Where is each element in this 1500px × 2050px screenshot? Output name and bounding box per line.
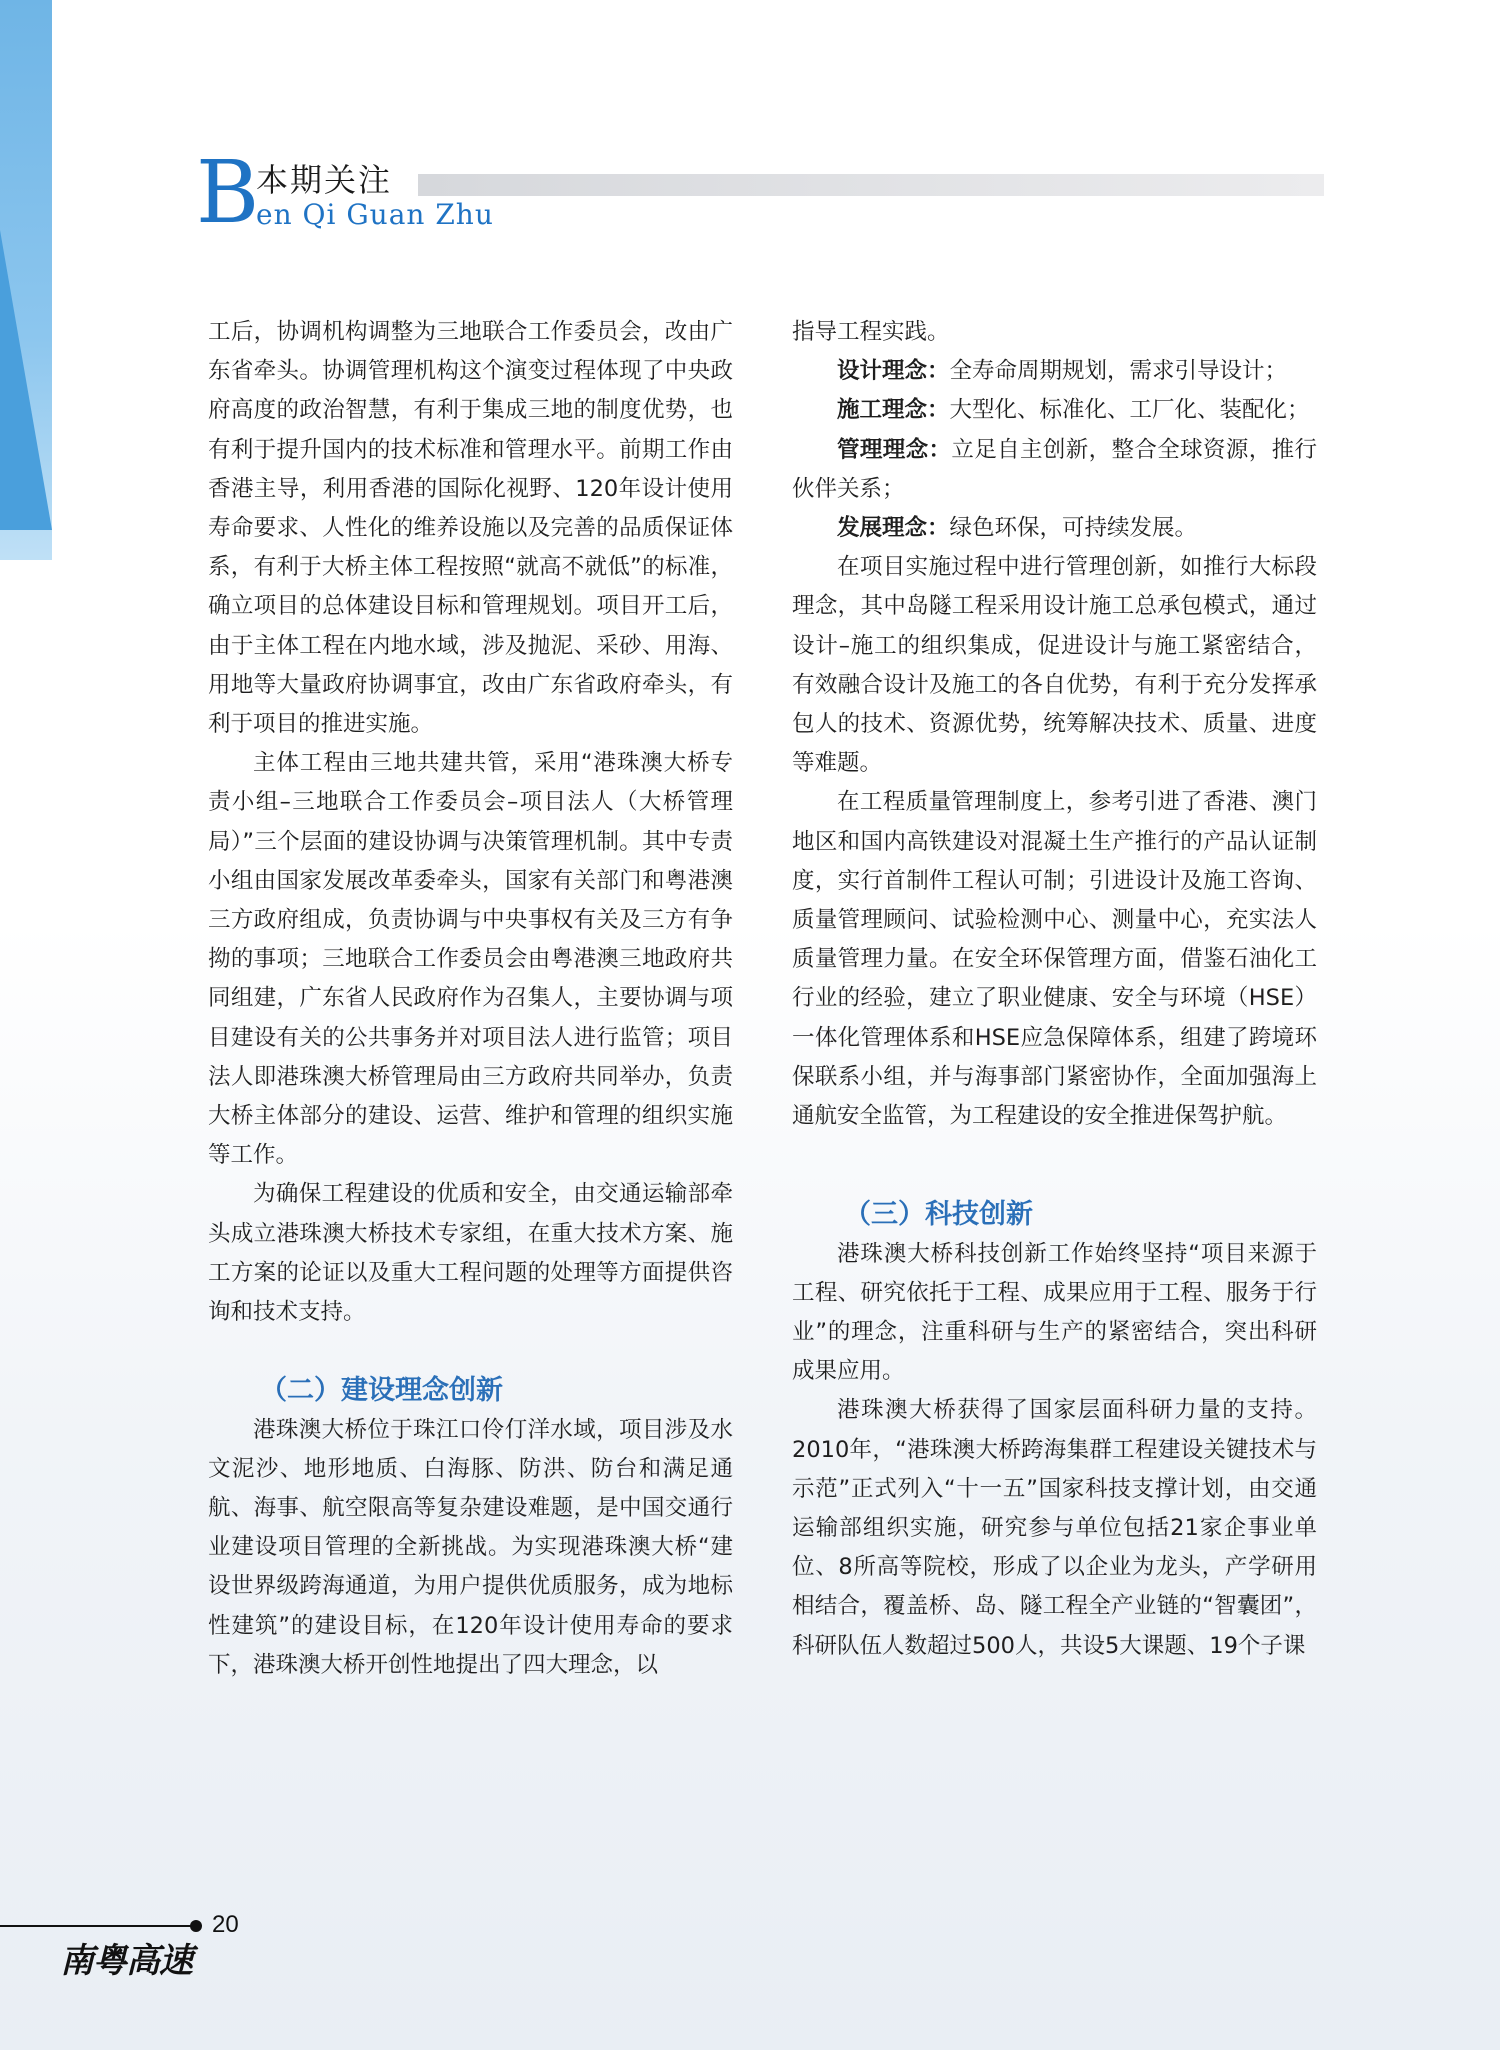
page-number: 20 xyxy=(212,1911,239,1938)
paragraph: 在工程质量管理制度上，参考引进了香港、澳门地区和国内高铁建设对混凝土生产推行的产品认证制度，实行首制件工程认可制；引进设计及施工咨询、质量管理顾问、试验检测中心、测量中心，充实法人质量管理力量。在安全环保管理方面，借鉴石油化工行业的经验，建立了职业健康、安全与环境（HSE）一体化管理体系和HSE应急保障体系，组建了跨境环保联系小组，并与海事部门紧密协作，全面加强海上通航安全监管，为工程建设的安全推进保驾护航。 xyxy=(792,789,1317,1130)
concept-item-development xyxy=(792,509,1317,548)
concept-text: 绿色环保，可持续发展。 xyxy=(949,515,1198,542)
section-initial-letter: B xyxy=(196,143,260,243)
concept-item-construction xyxy=(792,391,1317,430)
concept-text: 大型化、标准化、工厂化、装配化； xyxy=(949,397,1310,424)
section-title-cn: 本期关注 xyxy=(256,161,393,199)
paragraph: 在项目实施过程中进行管理创新，如推行大标段理念，其中岛隧工程采用设计施工总承包模式，通过设计–施工的组织集成，促进设计与施工紧密结合，有效融合设计及施工的各自优势，有利于充分发挥承包人的技术、资源优势，统筹解决技术、质量、进度等难题。 xyxy=(792,554,1317,777)
paragraph: 港珠澳大桥科技创新工作始终坚持“项目来源于工程、研究依托于工程、成果应用于工程、服务于行业”的理念，注重科研与生产的紧密结合，突出科研成果应用。 xyxy=(792,1240,1317,1385)
concept-text: 立足自主创新，整合全球资源，推行伙伴关系； xyxy=(792,436,1317,502)
section-heading: （二）建设理念创新 xyxy=(260,1375,503,1407)
footer-rule xyxy=(0,1925,196,1927)
concept-item-design xyxy=(792,352,1317,391)
magazine-logo: 南粤高速 xyxy=(60,1941,192,1981)
concept-item-management xyxy=(792,431,1317,509)
concept-label: 发展理念： xyxy=(837,515,950,542)
left-text-column xyxy=(208,313,733,1685)
section-heading: （三）科技创新 xyxy=(844,1199,1033,1231)
concept-label: 管理理念： xyxy=(837,436,952,463)
paragraph: 为确保工程建设的优质和安全，由交通运输部牵头成立港珠澳大桥技术专家组，在重大技术方案、施工方案的论证以及重大工程问题的处理等方面提供咨询和技术支持。 xyxy=(208,1181,733,1326)
right-text-column xyxy=(792,313,1317,1666)
paragraph: 港珠澳大桥获得了国家层面科研力量的支持。2010年，“港珠澳大桥跨海集群工程建设关键技术与示范”正式列入“十一五”国家科技支撑计划，由交通运输部组织实施，研究参与单位包括21家企事业单位、8所高等院校，形成了以企业为龙头，产学研用相结合，覆盖桥、岛、隧工程全产业链的“智囊团”，科研队伍人数超过500人，共设5大课题、19个子课 xyxy=(792,1397,1317,1659)
paragraph: 指导工程实践。 xyxy=(792,319,950,345)
left-decorative-triangle xyxy=(0,230,52,530)
paragraph: 工后，协调机构调整为三地联合工作委员会，改由广东省牵头。协调管理机构这个演变过程体现了中央政府高度的政治智慧，有利于集成三地的制度优势，也有利于提升国内的技术标准和管理水平。前期工作由香港主导，利用香港的国际化视野、120年设计使用寿命要求、人性化的维养设施以及完善的品质保证体系，有利于大桥主体工程按照“就高不就低”的标准，确立项目的总体建设目标和管理规划。项目开工后，由于主体工程在内地水域，涉及抛泥、采砂、用海、用地等大量政府协调事宜，改由广东省政府牵头，有利于项目的推进实施。 xyxy=(208,319,733,738)
concept-label: 设计理念： xyxy=(837,358,950,385)
paragraph: 港珠澳大桥位于珠江口伶仃洋水域，项目涉及水文泥沙、地形地质、白海豚、防洪、防台和满足通航、海事、航空限高等复杂建设难题，是中国交通行业建设项目管理的全新挑战。为实现港珠澳大桥“建设世界级跨海通道，为用户提供优质服务，成为地标性建筑”的建设目标，在120年设计使用寿命的要求下，港珠澳大桥开创性地提出了四大理念，以 xyxy=(208,1416,733,1678)
section-title-en: en Qi Guan Zhu xyxy=(256,198,494,231)
header-rule-bar xyxy=(418,174,1324,196)
paragraph: 主体工程由三地共建共管，采用“港珠澳大桥专责小组–三地联合工作委员会–项目法人（大桥管理局）”三个层面的建设协调与决策管理机制。其中专责小组由国家发展改革委牵头，国家有关部门和粤港澳三方政府组成，负责协调与中央事权有关及三方有争拗的事项；三地联合工作委员会由粤港澳三地政府共同组建，广东省人民政府作为召集人，主要协调与项目建设有关的公共事务并对项目法人进行监管；项目法人即港珠澳大桥管理局由三方政府共同举办，负责大桥主体部分的建设、运营、维护和管理的组织实施等工作。 xyxy=(208,750,733,1169)
footer-dot xyxy=(190,1920,202,1932)
concept-text: 全寿命周期规划，需求引导设计； xyxy=(949,358,1288,385)
concept-label: 施工理念： xyxy=(837,397,950,424)
